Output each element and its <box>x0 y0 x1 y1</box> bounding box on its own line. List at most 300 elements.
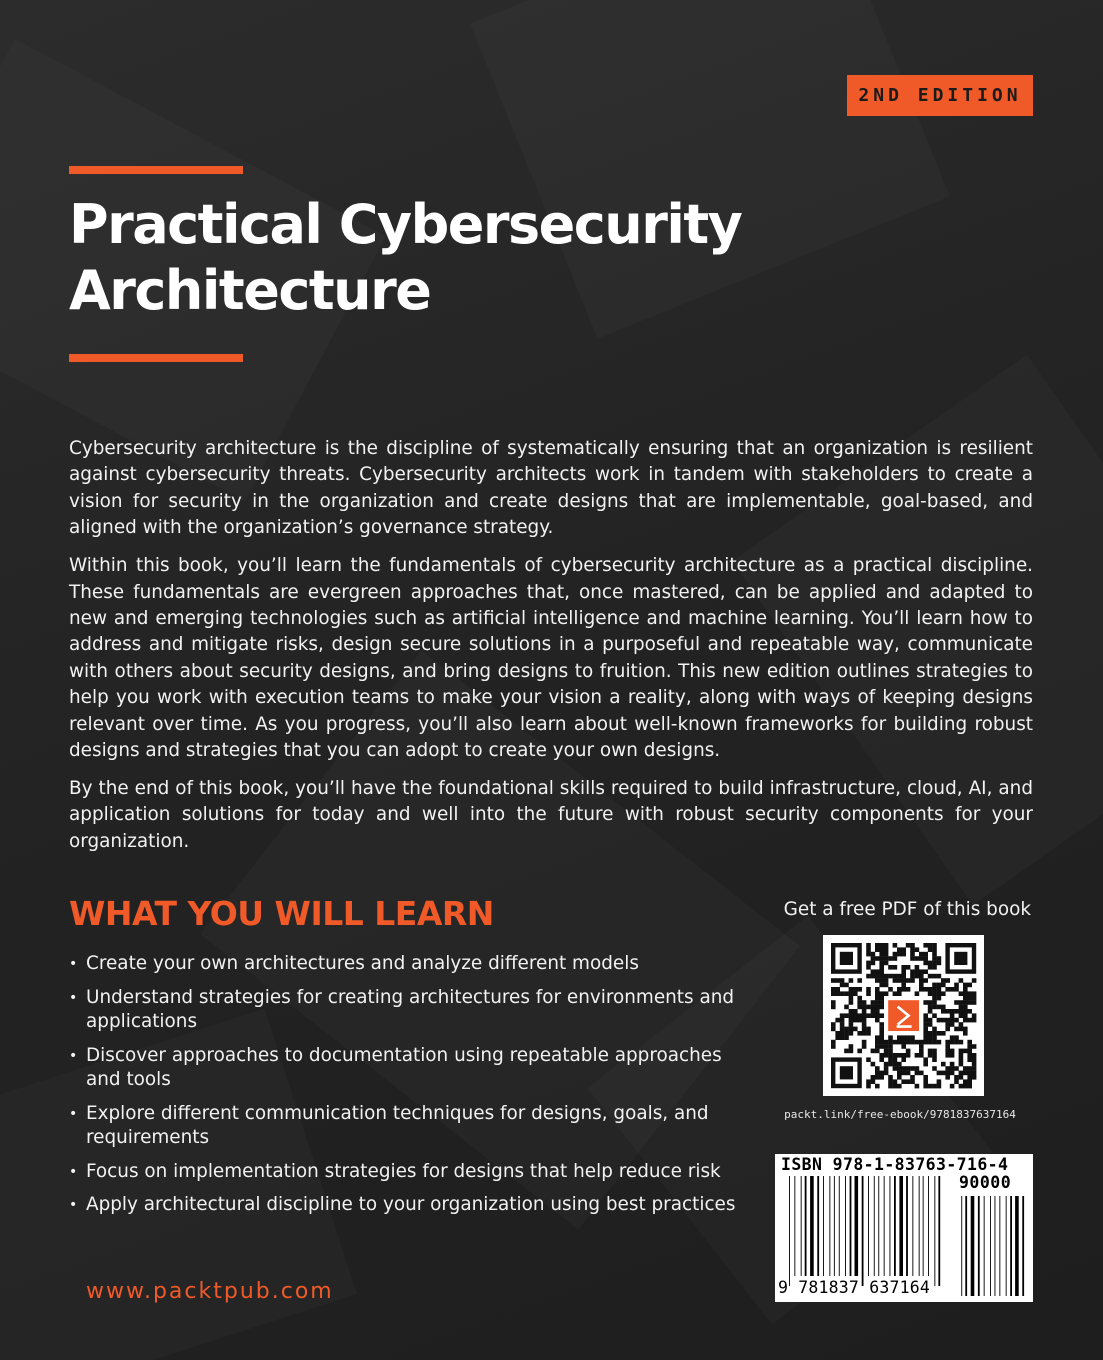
qr-module <box>963 1000 968 1005</box>
qr-module <box>849 991 854 996</box>
barcode-bar <box>934 1176 935 1286</box>
qr-module <box>950 1062 955 1067</box>
qr-module <box>888 1057 893 1062</box>
qr-module <box>954 1000 959 1005</box>
qr-module <box>840 1013 845 1018</box>
qr-module <box>888 1053 893 1058</box>
qr-module <box>937 1040 942 1045</box>
qr-module <box>875 1049 880 1054</box>
qr-module <box>866 987 871 992</box>
qr-module <box>972 1053 977 1058</box>
qr-module <box>906 1035 911 1040</box>
qr-module <box>928 974 933 979</box>
qr-module <box>901 1044 906 1049</box>
qr-module <box>919 1040 924 1045</box>
qr-module <box>932 1027 937 1032</box>
qr-module <box>950 1035 955 1040</box>
barcode-bar <box>868 1176 869 1276</box>
qr-module <box>954 987 959 992</box>
qr-module <box>954 1009 959 1014</box>
qr-module <box>950 987 955 992</box>
qr-module <box>866 952 871 957</box>
qr-module <box>871 1000 876 1005</box>
qr-module <box>972 991 977 996</box>
free-pdf-link[interactable]: packt.link/free-ebook/9781837637164 <box>784 1108 1016 1121</box>
qr-module <box>923 1075 928 1080</box>
qr-module <box>959 1040 964 1045</box>
qr-module <box>879 1040 884 1045</box>
qr-module <box>963 1018 968 1023</box>
qr-module <box>862 1018 867 1023</box>
qr-module <box>875 947 880 952</box>
qr-module <box>967 1009 972 1014</box>
qr-module <box>928 1005 933 1010</box>
qr-module <box>849 1027 854 1032</box>
qr-module <box>840 1027 845 1032</box>
qr-module <box>910 943 915 948</box>
price-barcode-bar <box>990 1196 991 1296</box>
qr-module <box>901 1071 906 1076</box>
qr-module <box>835 1035 840 1040</box>
qr-module <box>959 1027 964 1032</box>
qr-module <box>831 1027 836 1032</box>
barcode-bar <box>801 1176 802 1276</box>
qr-module <box>871 1049 876 1054</box>
qr-module <box>844 1031 849 1036</box>
qr-module <box>875 1005 880 1010</box>
qr-module <box>879 965 884 970</box>
qr-module <box>932 983 937 988</box>
qr-module <box>928 1009 933 1014</box>
qr-module <box>871 1009 876 1014</box>
qr-module <box>928 1053 933 1058</box>
qr-module <box>941 978 946 983</box>
qr-module <box>954 1018 959 1023</box>
qr-module <box>919 969 924 974</box>
qr-module <box>967 1071 972 1076</box>
qr-module <box>884 952 889 957</box>
qr-module <box>879 1075 884 1080</box>
qr-module <box>871 974 876 979</box>
qr-module <box>831 1040 836 1045</box>
qr-module <box>879 952 884 957</box>
barcode-bar <box>928 1176 929 1276</box>
qr-module <box>910 1035 915 1040</box>
qr-module <box>928 947 933 952</box>
qr-module <box>937 991 942 996</box>
qr-module <box>954 1040 959 1045</box>
qr-module <box>967 1075 972 1080</box>
qr-module <box>945 1053 950 1058</box>
list-item <box>69 952 749 977</box>
list-item-text: Create your own architectures and analyze different models <box>86 953 639 974</box>
qr-module <box>879 996 884 1001</box>
price-barcode-bar <box>978 1196 980 1296</box>
qr-module <box>959 1005 964 1010</box>
qr-code-image <box>823 935 984 1096</box>
qr-module <box>853 991 858 996</box>
qr-module <box>835 1031 840 1036</box>
qr-module <box>906 1040 911 1045</box>
free-pdf-qr-code[interactable] <box>823 935 984 1096</box>
qr-module <box>910 1075 915 1080</box>
barcode-bar <box>810 1176 814 1276</box>
qr-module <box>923 1040 928 1045</box>
qr-module <box>866 961 871 966</box>
qr-module <box>901 965 906 970</box>
qr-module <box>875 1066 880 1071</box>
qr-module <box>857 996 862 1001</box>
qr-module <box>928 991 933 996</box>
qr-module <box>857 1018 862 1023</box>
qr-module <box>919 1049 924 1054</box>
qr-module <box>879 969 884 974</box>
qr-module <box>888 1075 893 1080</box>
qr-module <box>928 1040 933 1045</box>
qr-module <box>963 1079 968 1084</box>
qr-module <box>967 1084 972 1089</box>
qr-module <box>967 1000 972 1005</box>
isbn-number: ISBN 978-1-83763-716-4 <box>781 1155 1009 1174</box>
qr-module <box>959 1013 964 1018</box>
barcode-bar <box>874 1176 875 1276</box>
qr-module <box>959 1062 964 1067</box>
qr-module <box>932 952 937 957</box>
qr-module <box>937 974 942 979</box>
qr-module <box>906 1053 911 1058</box>
qr-module <box>840 983 845 988</box>
qr-module <box>963 1005 968 1010</box>
qr-module <box>844 1027 849 1032</box>
qr-module <box>831 1044 836 1049</box>
qr-module <box>932 961 937 966</box>
qr-module <box>853 1009 858 1014</box>
qr-module <box>884 978 889 983</box>
qr-module <box>910 947 915 952</box>
qr-module <box>923 978 928 983</box>
qr-module <box>875 996 880 1001</box>
qr-module <box>923 1084 928 1089</box>
qr-module <box>849 1022 854 1027</box>
qr-module <box>857 1049 862 1054</box>
bullet-icon: • <box>69 1163 78 1180</box>
qr-module <box>888 1079 893 1084</box>
qr-module <box>866 943 871 948</box>
qr-module <box>866 1057 871 1062</box>
qr-module <box>831 1022 836 1027</box>
qr-module <box>857 1000 862 1005</box>
qr-module <box>937 1005 942 1010</box>
qr-finder-pattern <box>840 952 853 965</box>
qr-module <box>901 1079 906 1084</box>
qr-module <box>849 978 854 983</box>
qr-module <box>923 1013 928 1018</box>
qr-module <box>853 1018 858 1023</box>
qr-module <box>901 1035 906 1040</box>
qr-module <box>932 1040 937 1045</box>
qr-module <box>901 983 906 988</box>
qr-module <box>945 987 950 992</box>
barcode-bar <box>829 1176 830 1276</box>
qr-module <box>871 1005 876 1010</box>
qr-module <box>967 1018 972 1023</box>
qr-module <box>919 1053 924 1058</box>
qr-module <box>840 1018 845 1023</box>
qr-module <box>937 1079 942 1084</box>
qr-module <box>959 991 964 996</box>
qr-module <box>879 983 884 988</box>
qr-module <box>844 1005 849 1010</box>
qr-module <box>893 1079 898 1084</box>
qr-module <box>888 1084 893 1089</box>
barcode-bar <box>817 1176 819 1276</box>
qr-module <box>888 1044 893 1049</box>
qr-module <box>893 952 898 957</box>
qr-module <box>897 1066 902 1071</box>
book-description <box>69 436 1033 867</box>
qr-module <box>879 1013 884 1018</box>
qr-module <box>884 991 889 996</box>
qr-module <box>928 943 933 948</box>
list-item-text: Focus on implementation strategies for designs that help reduce risk <box>86 1160 721 1182</box>
qr-module <box>875 974 880 979</box>
qr-module <box>923 961 928 966</box>
qr-module <box>932 1031 937 1036</box>
qr-module <box>945 1075 950 1080</box>
isbn-barcode <box>775 1154 1033 1302</box>
qr-module <box>967 1079 972 1084</box>
barcode-bar <box>938 1176 940 1286</box>
qr-module <box>910 1079 915 1084</box>
qr-module <box>901 1040 906 1045</box>
qr-module <box>919 952 924 957</box>
qr-module <box>879 956 884 961</box>
qr-module <box>945 1022 950 1027</box>
qr-module <box>932 991 937 996</box>
qr-module <box>871 1062 876 1067</box>
qr-module <box>941 1031 946 1036</box>
qr-module <box>967 1040 972 1045</box>
qr-module <box>849 996 854 1001</box>
qr-module <box>893 1062 898 1067</box>
qr-module <box>967 991 972 996</box>
barcode-bar <box>834 1176 835 1276</box>
qr-module <box>897 1062 902 1067</box>
qr-module <box>928 965 933 970</box>
price-barcode-bar <box>1015 1196 1019 1296</box>
qr-module <box>937 996 942 1001</box>
description-paragraph: Within this book, you’ll learn the fundamentals of cybersecurity architecture as a practical discipline. These fundamentals are evergreen approaches that, once mastered, can be applied and adapted to new and emerging technologies such as artificial intelligence and machine learning. You’ll learn how to address and mitigate risks, design secure solutions in a purposeful and repeatable way, communicate with others about security designs, and bring designs to fruition. This new edition outlines strategies to help you work with execution teams to make your vision a reality, along with ways of keeping designs relevant over time. As you progress, you’ll also learn about well-known frameworks for building robust designs and strategies that you can adopt to create your own designs. <box>69 555 1033 761</box>
qr-module <box>853 1013 858 1018</box>
qr-module <box>950 1066 955 1071</box>
qr-module <box>910 978 915 983</box>
qr-module <box>923 1035 928 1040</box>
qr-module <box>932 1066 937 1071</box>
what-you-will-learn-heading: WHAT YOU WILL LEARN <box>69 894 494 933</box>
bullet-icon: • <box>69 956 78 972</box>
qr-module <box>835 1018 840 1023</box>
qr-module <box>897 1053 902 1058</box>
free-pdf-label: Get a free PDF of this book <box>783 899 1031 920</box>
qr-module <box>967 1053 972 1058</box>
qr-module <box>928 1084 933 1089</box>
barcode-bar <box>805 1176 807 1276</box>
qr-module <box>893 965 898 970</box>
qr-module <box>857 1005 862 1010</box>
description-paragraph: Cybersecurity architecture is the discipline of systematically ensuring that an organization is resilient against cybersecurity threats. Cybersecurity architects work in tandem with stakeholders to create a vision for security in the organization and create designs that are implementable, goal-based, and aligned with the organization’s governance strategy. <box>69 438 1033 539</box>
qr-module <box>915 1040 920 1045</box>
qr-module <box>893 1040 898 1045</box>
qr-module <box>879 1035 884 1040</box>
qr-module <box>915 947 920 952</box>
qr-module <box>884 1062 889 1067</box>
qr-module <box>897 974 902 979</box>
qr-module <box>875 1009 880 1014</box>
qr-module <box>919 956 924 961</box>
qr-module <box>893 943 898 948</box>
qr-module <box>923 952 928 957</box>
qr-module <box>888 956 893 961</box>
qr-module <box>866 1013 871 1018</box>
qr-module <box>844 1035 849 1040</box>
qr-module <box>897 1040 902 1045</box>
qr-module <box>963 983 968 988</box>
qr-module <box>959 1000 964 1005</box>
qr-module <box>932 1013 937 1018</box>
qr-module <box>879 1057 884 1062</box>
barcode-bar <box>862 1176 864 1286</box>
qr-module <box>923 956 928 961</box>
qr-module <box>932 1005 937 1010</box>
qr-module <box>923 1022 928 1027</box>
qr-module <box>897 1071 902 1076</box>
qr-module <box>963 996 968 1001</box>
edition-badge <box>847 75 1033 116</box>
barcode-bar <box>906 1176 908 1276</box>
qr-module <box>893 978 898 983</box>
qr-module <box>919 974 924 979</box>
qr-module <box>875 1035 880 1040</box>
qr-module <box>932 974 937 979</box>
qr-module <box>879 991 884 996</box>
qr-module <box>932 956 937 961</box>
qr-module <box>888 965 893 970</box>
qr-module <box>932 1049 937 1054</box>
qr-module <box>893 1057 898 1062</box>
qr-module <box>844 983 849 988</box>
qr-module <box>963 1071 968 1076</box>
qr-module <box>862 1005 867 1010</box>
qr-module <box>967 996 972 1001</box>
learning-outcomes-list <box>69 952 749 1227</box>
qr-module <box>923 987 928 992</box>
book-title-line-1: Practical Cybersecurity <box>69 193 742 256</box>
qr-module <box>950 1084 955 1089</box>
qr-module <box>963 1049 968 1054</box>
qr-module <box>879 1031 884 1036</box>
qr-module <box>831 978 836 983</box>
qr-module <box>967 983 972 988</box>
qr-module <box>941 1071 946 1076</box>
qr-module <box>893 974 898 979</box>
qr-module <box>910 1040 915 1045</box>
qr-module <box>897 991 902 996</box>
qr-module <box>871 1079 876 1084</box>
qr-module <box>866 1031 871 1036</box>
description-paragraph: By the end of this book, you’ll have the foundational skills required to build infrastructure, cloud, AI, and application solutions for today and well into the future with robust security components for your organization. <box>69 777 1033 852</box>
qr-module <box>915 1066 920 1071</box>
list-item <box>69 1193 749 1218</box>
qr-module <box>972 1000 977 1005</box>
qr-module <box>879 974 884 979</box>
qr-module <box>910 1066 915 1071</box>
qr-module <box>849 1000 854 1005</box>
qr-module <box>941 991 946 996</box>
qr-module <box>879 1005 884 1010</box>
qr-module <box>849 1018 854 1023</box>
qr-module <box>906 1066 911 1071</box>
qr-module <box>950 1022 955 1027</box>
qr-module <box>884 1071 889 1076</box>
qr-module <box>932 1084 937 1089</box>
qr-module <box>844 1049 849 1054</box>
qr-module <box>932 943 937 948</box>
qr-module <box>866 991 871 996</box>
qr-module <box>906 978 911 983</box>
qr-module <box>959 1084 964 1089</box>
qr-module <box>849 1013 854 1018</box>
qr-module <box>879 1044 884 1049</box>
qr-module <box>897 947 902 952</box>
qr-module <box>932 1000 937 1005</box>
qr-module <box>950 1013 955 1018</box>
qr-module <box>941 983 946 988</box>
qr-module <box>959 1071 964 1076</box>
qr-finder-pattern <box>954 952 967 965</box>
qr-module <box>862 1031 867 1036</box>
price-barcode-bar <box>984 1196 985 1296</box>
bullet-icon: • <box>69 1197 78 1213</box>
qr-module <box>923 1000 928 1005</box>
qr-module <box>884 1053 889 1058</box>
qr-module <box>871 956 876 961</box>
qr-module <box>862 1013 867 1018</box>
barcode-bar <box>890 1176 891 1276</box>
qr-module <box>915 1053 920 1058</box>
qr-module <box>910 956 915 961</box>
publisher-website-link[interactable]: www.packtpub.com <box>86 1279 334 1304</box>
qr-module <box>919 983 924 988</box>
qr-module <box>941 1009 946 1014</box>
qr-module <box>857 1031 862 1036</box>
qr-module <box>972 1018 977 1023</box>
qr-module <box>915 991 920 996</box>
qr-module <box>875 991 880 996</box>
qr-module <box>862 1040 867 1045</box>
qr-module <box>849 1009 854 1014</box>
qr-module <box>959 1022 964 1027</box>
book-title-line-2: Architecture <box>69 259 431 322</box>
barcode-bar <box>839 1176 840 1276</box>
qr-module <box>945 1066 950 1071</box>
list-item-text: Discover approaches to documentation using repeatable approaches and tools <box>86 1044 722 1090</box>
qr-module <box>875 943 880 948</box>
qr-module <box>941 1018 946 1023</box>
qr-module <box>945 1071 950 1076</box>
qr-module <box>840 978 845 983</box>
qr-module <box>879 1071 884 1076</box>
qr-module <box>906 943 911 948</box>
